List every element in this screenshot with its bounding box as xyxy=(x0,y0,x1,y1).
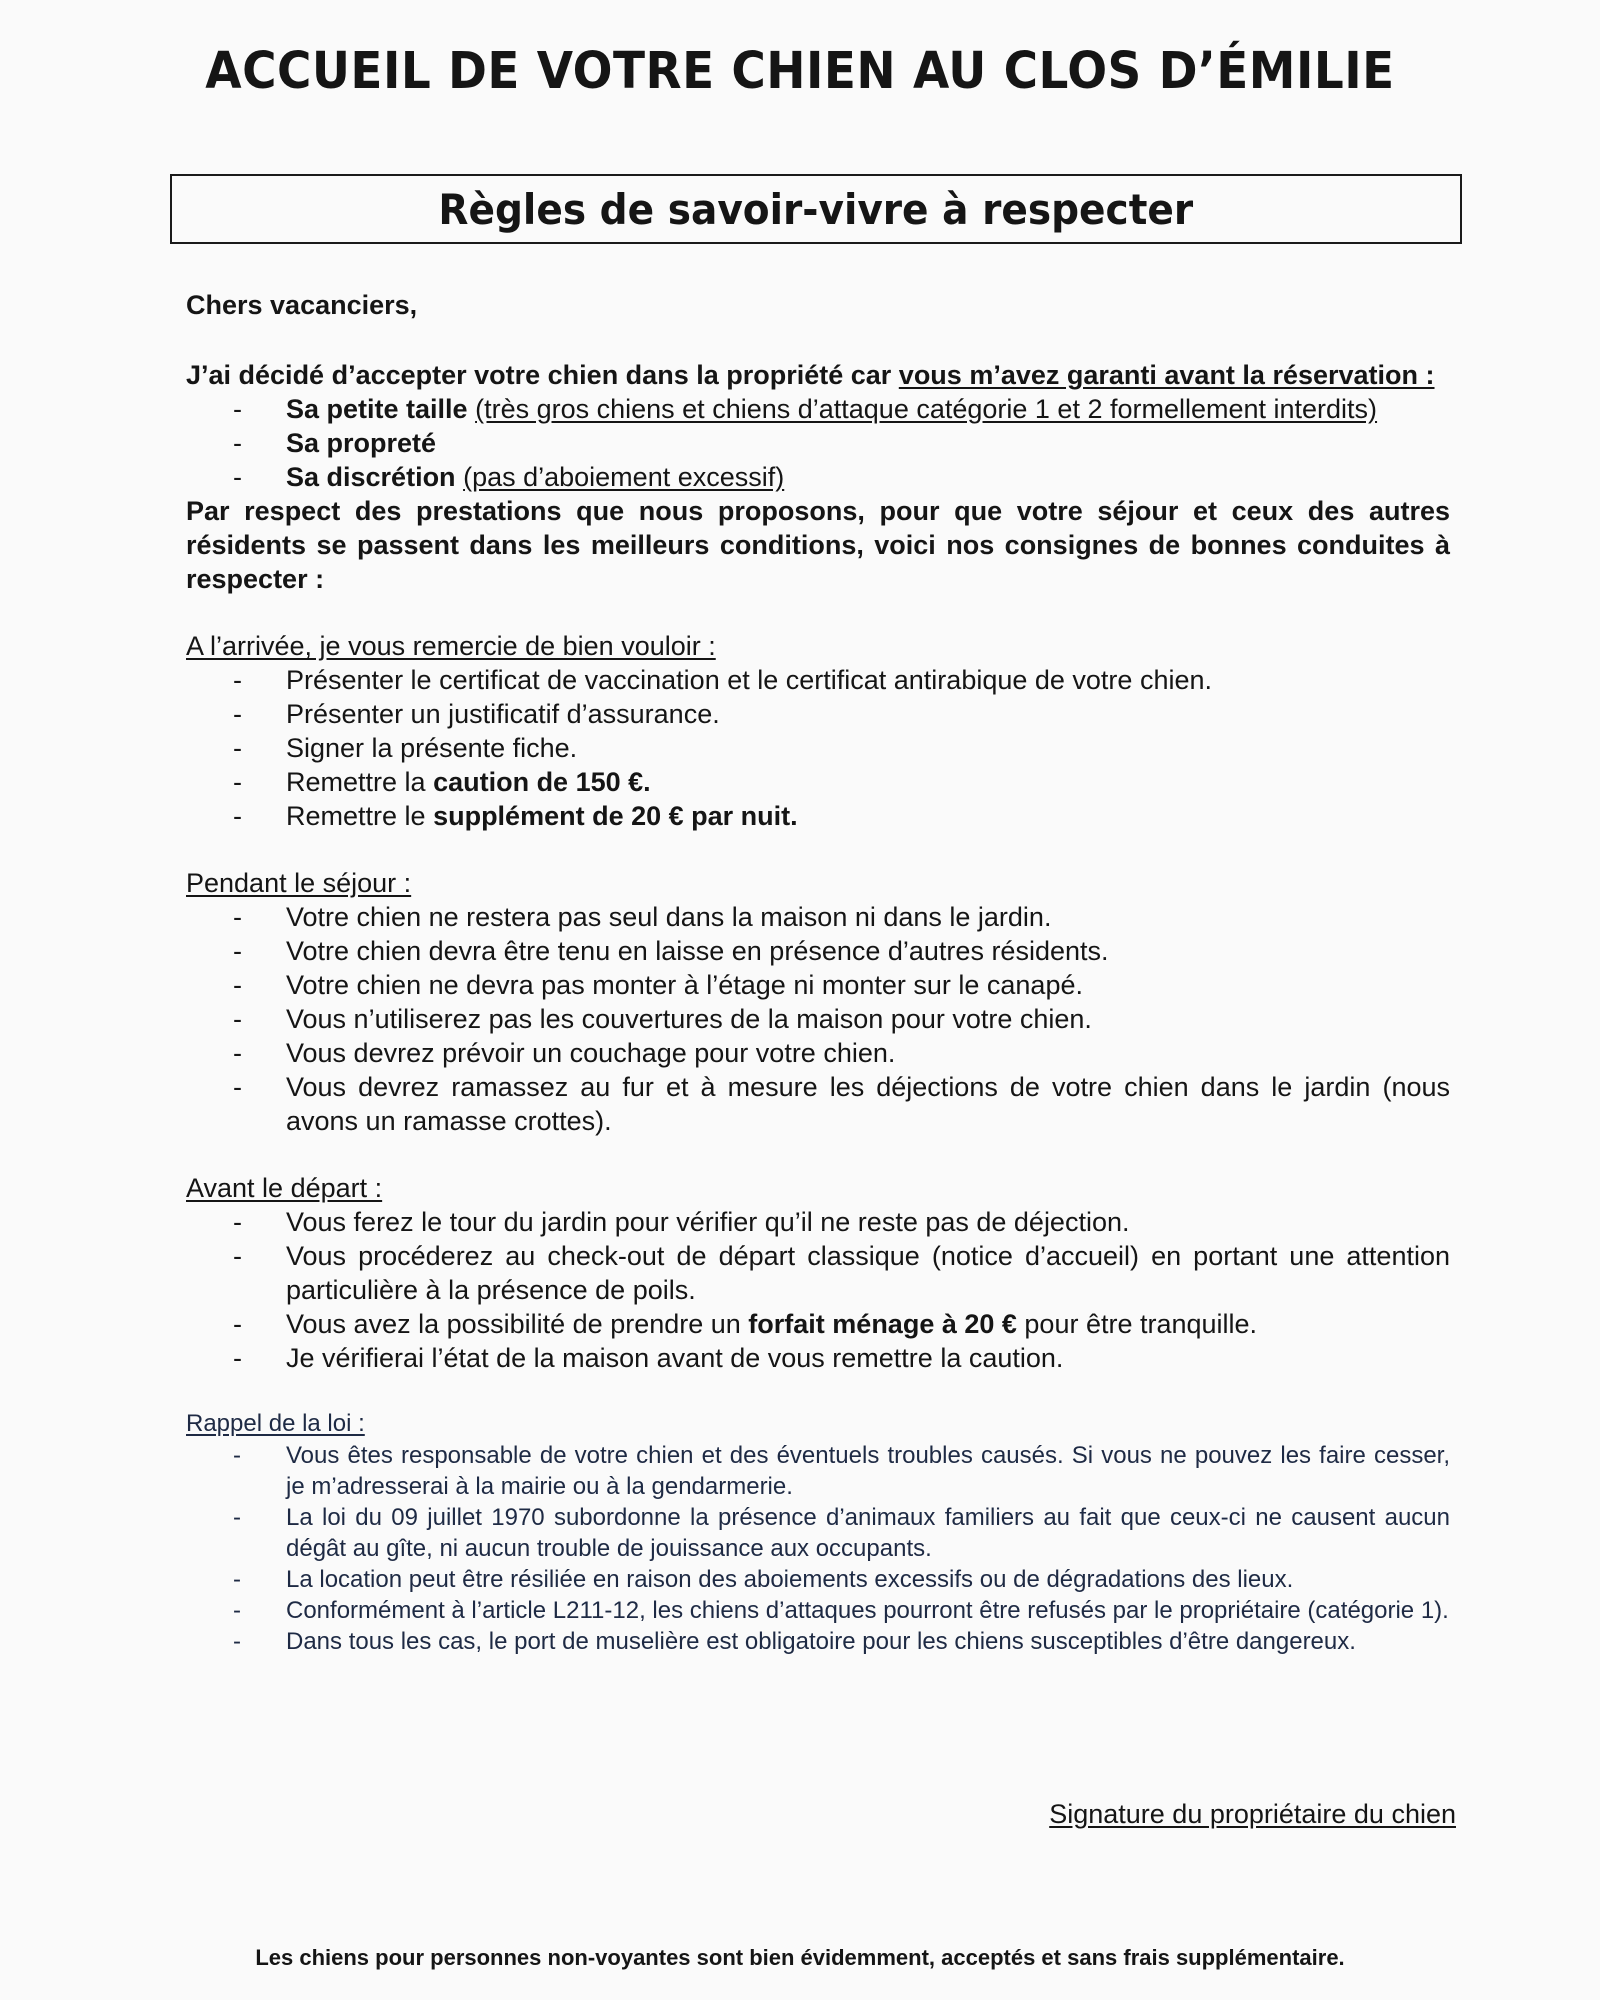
list-item: - Votre chien ne restera pas seul dans la maison ni dans le jardin. xyxy=(186,900,1450,934)
law-section xyxy=(186,1408,1450,1657)
list-item: - Votre chien devra être tenu en laisse en présence d’autres résidents. xyxy=(186,934,1450,968)
subtitle-box xyxy=(170,174,1462,244)
guarantee-label: Sa petite taille xyxy=(286,394,468,424)
guarantee-label: Sa discrétion xyxy=(286,462,456,492)
list-item-text: Signer la présente fiche. xyxy=(286,733,578,763)
list-item xyxy=(186,1239,1450,1307)
respect-paragraph: Par respect des prestations que nous proposons, pour que votre séjour et ceux des autres résidents se passent dans les meilleurs conditions, voici nos consignes de bonnes conduites à respecter : xyxy=(186,496,1450,594)
list-item-text: Remettre le xyxy=(286,801,434,831)
signature-line: Signature du propriétaire du chien xyxy=(1049,1799,1456,1829)
deposit-amount: caution de 150 €. xyxy=(433,767,651,797)
departure-list xyxy=(186,1205,1450,1375)
list-item-text: pour être tranquille. xyxy=(1016,1309,1258,1339)
list-item-text: Vous ferez le tour du jardin pour vérifier qu’il ne reste pas de déjection. xyxy=(286,1207,1130,1237)
list-item: - Vous n’utiliserez pas les couvertures de la maison pour votre chien. xyxy=(186,1002,1450,1036)
list-item: - Vous devrez ramassez au fur et à mesure les déjections de votre chien dans le jardin (nous avons un ramasse crottes). xyxy=(186,1070,1450,1138)
list-item xyxy=(186,765,1450,799)
stay-list xyxy=(186,900,1450,1138)
list-item xyxy=(186,663,1450,697)
cleaning-fee: forfait ménage à 20 € xyxy=(748,1309,1017,1339)
list-item: - Dans tous les cas, le port de muselière est obligatoire pour les chiens susceptibles d’être dangereux. xyxy=(186,1626,1450,1657)
document-body xyxy=(186,288,1450,1657)
list-item xyxy=(186,697,1450,731)
arrival-heading: A l’arrivée, je vous remercie de bien vouloir : xyxy=(186,631,716,661)
stay-heading: Pendant le séjour : xyxy=(186,868,412,898)
list-item: - La location peut être résiliée en raison des aboiements excessifs ou de dégradations des lieux. xyxy=(186,1564,1450,1595)
list-item-text: Présenter un justificatif d’assurance. xyxy=(286,699,720,729)
list-item xyxy=(186,392,1450,426)
list-item xyxy=(186,799,1450,833)
guarantee-label: Sa propreté xyxy=(286,428,437,458)
list-item-text: Présenter le certificat de vaccination et le certificat antirabique de votre chien. xyxy=(286,665,1212,695)
list-item xyxy=(186,1307,1450,1341)
departure-heading: Avant le départ : xyxy=(186,1173,383,1203)
list-item: - Vous devrez prévoir un couchage pour votre chien. xyxy=(186,1036,1450,1070)
arrival-list xyxy=(186,663,1450,833)
guarantee-note: (très gros chiens et chiens d’attaque catégorie 1 et 2 formellement interdits) xyxy=(475,394,1378,424)
list-item: - Vous êtes responsable de votre chien et des éventuels troubles causés. Si vous ne pouvez les faire cesser, je m’adresserai à la mairie ou à la gendarmerie. xyxy=(186,1440,1450,1502)
intro-statement xyxy=(186,358,1450,392)
guarantee-note: (pas d’aboiement excessif) xyxy=(463,462,785,492)
list-item-text: Remettre la xyxy=(286,767,434,797)
greeting: Chers vacanciers, xyxy=(186,290,418,320)
nightly-supplement: supplément de 20 € par nuit. xyxy=(433,801,798,831)
list-item: - Votre chien ne devra pas monter à l’étage ni monter sur le canapé. xyxy=(186,968,1450,1002)
intro-statement-text: J’ai décidé d’accepter votre chien dans la propriété car xyxy=(186,360,899,390)
list-item xyxy=(186,426,1450,460)
guarantees-list xyxy=(186,392,1450,494)
law-list xyxy=(186,1440,1450,1657)
list-item: - Conformément à l’article L211-12, les chiens d’attaques pourront être refusés par le propriétaire (catégorie 1). xyxy=(186,1595,1450,1626)
footer-note: Les chiens pour personnes non-voyantes sont bien évidemment, acceptés et sans frais supplémentaire. xyxy=(255,1945,1345,1970)
list-item xyxy=(186,460,1450,494)
list-item xyxy=(186,1341,1450,1375)
list-item xyxy=(186,1205,1450,1239)
list-item-text: Vous avez la possibilité de prendre un xyxy=(286,1309,749,1339)
list-item xyxy=(186,731,1450,765)
law-heading: Rappel de la loi : xyxy=(186,1410,365,1437)
document-title: ACCUEIL DE VOTRE CHIEN AU CLOS D’ÉMILIE xyxy=(205,42,1395,101)
list-item-text: Vous procéderez au check-out de départ classique (notice d’accueil) en portant une attention particulière à la présence de poils. xyxy=(286,1241,1450,1305)
list-item: - La loi du 09 juillet 1970 subordonne la présence d’animaux familiers au fait que ceux-ci ne causent aucun dégât au gîte, ni aucun trouble de jouissance aux occupants. xyxy=(186,1502,1450,1564)
list-item-text: Je vérifierai l’état de la maison avant de vous remettre la caution. xyxy=(286,1343,1064,1373)
document-subtitle: Règles de savoir-vivre à respecter xyxy=(438,184,1194,234)
intro-statement-underlined: vous m’avez garanti avant la réservation : xyxy=(898,360,1435,390)
